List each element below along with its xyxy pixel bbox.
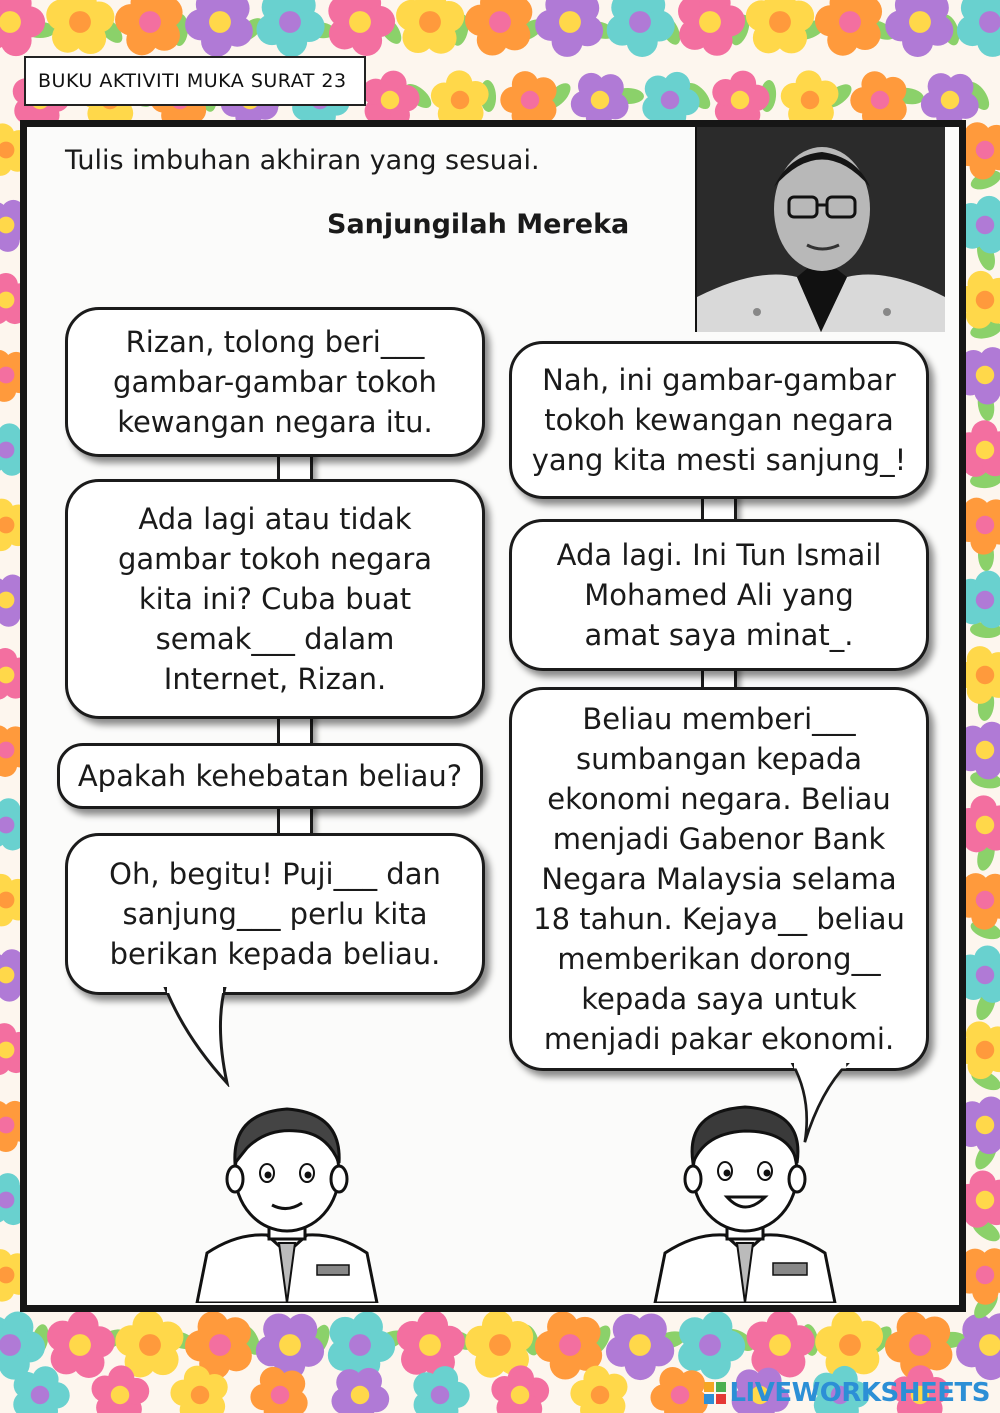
speech-bubble-right-1: Nah, ini gambar-gambar tokoh kewangan negara yang kita mesti sanjung_! xyxy=(509,341,929,499)
flower-decoration xyxy=(431,70,489,127)
flower-decoration xyxy=(650,1367,707,1413)
story-title: Sanjungilah Mereka xyxy=(327,209,630,240)
liveworksheets-watermark xyxy=(704,1379,990,1407)
flower-decoration xyxy=(607,0,675,57)
portrait-photo xyxy=(695,127,945,332)
flower-decoration xyxy=(570,1366,627,1413)
flower-decoration xyxy=(815,0,882,56)
flower-decoration xyxy=(328,1311,395,1379)
flower-decoration xyxy=(396,0,464,54)
boy-illustration-left xyxy=(187,1093,387,1303)
speech-bubble-tail-right xyxy=(781,1063,861,1153)
flower-decoration xyxy=(678,1311,745,1379)
flower-decoration xyxy=(115,0,183,55)
instruction-text: Tulis imbuhan akhiran yang sesuai. xyxy=(65,145,540,176)
flower-decoration xyxy=(747,1310,815,1377)
flower-decoration xyxy=(535,0,603,57)
flower-decoration xyxy=(781,70,839,127)
speech-bubble-left-4: Oh, begitu! Puji___ dan sanjung___ perlu kita berikan kepada beliau. xyxy=(65,833,485,995)
flower-decoration xyxy=(465,0,532,56)
flower-decoration xyxy=(256,0,324,57)
speech-bubble-right-3: Beliau memberi___ sumbangan kepada ekonomi negara. Beliau menjadi Gabenor Bank Negara Malaysia selama 18 tahun. Kejaya__ beliau memberikan dorong__ kepada saya untuk menjadi pakar ekonomi. xyxy=(509,687,929,1071)
flower-decoration xyxy=(956,1313,1000,1380)
flower-decoration xyxy=(397,1310,465,1378)
flower-decoration xyxy=(746,0,814,53)
flower-decoration xyxy=(47,1310,115,1378)
flower-decoration xyxy=(957,0,1000,57)
flower-decoration xyxy=(678,0,745,56)
flower-decoration xyxy=(46,0,114,54)
flower-decoration xyxy=(606,1313,674,1380)
speech-bubble-left-2: Ada lagi atau tidak gambar tokoh negara kita ini? Cuba buat semak___ dalam Internet, Rizan. xyxy=(65,479,485,719)
flower-decoration xyxy=(885,0,953,57)
speech-bubble-left-1: Rizan, tolong beri___ gambar-gambar tokoh kewangan negara itu. xyxy=(65,307,485,457)
flower-decoration xyxy=(250,1367,307,1413)
worksheet-page xyxy=(20,120,966,1312)
watermark-text: LIVEWORKSHEETS xyxy=(729,1378,990,1408)
flower-decoration xyxy=(331,1368,389,1413)
flower-decoration xyxy=(185,0,253,57)
page-reference-label: BUKU AKTIVITI MUKA SURAT 23 xyxy=(24,56,366,106)
flower-decoration xyxy=(0,0,45,56)
flower-decoration xyxy=(328,0,395,56)
liveworksheets-logo-icon xyxy=(704,1382,726,1404)
speech-bubble-tail-left xyxy=(155,987,235,1087)
speech-bubble-left-3: Apakah kehebatan beliau? xyxy=(57,743,483,809)
speech-bubble-right-2: Ada lagi. Ini Tun Ismail Mohamed Ali yang amat saya minat_. xyxy=(509,519,929,671)
